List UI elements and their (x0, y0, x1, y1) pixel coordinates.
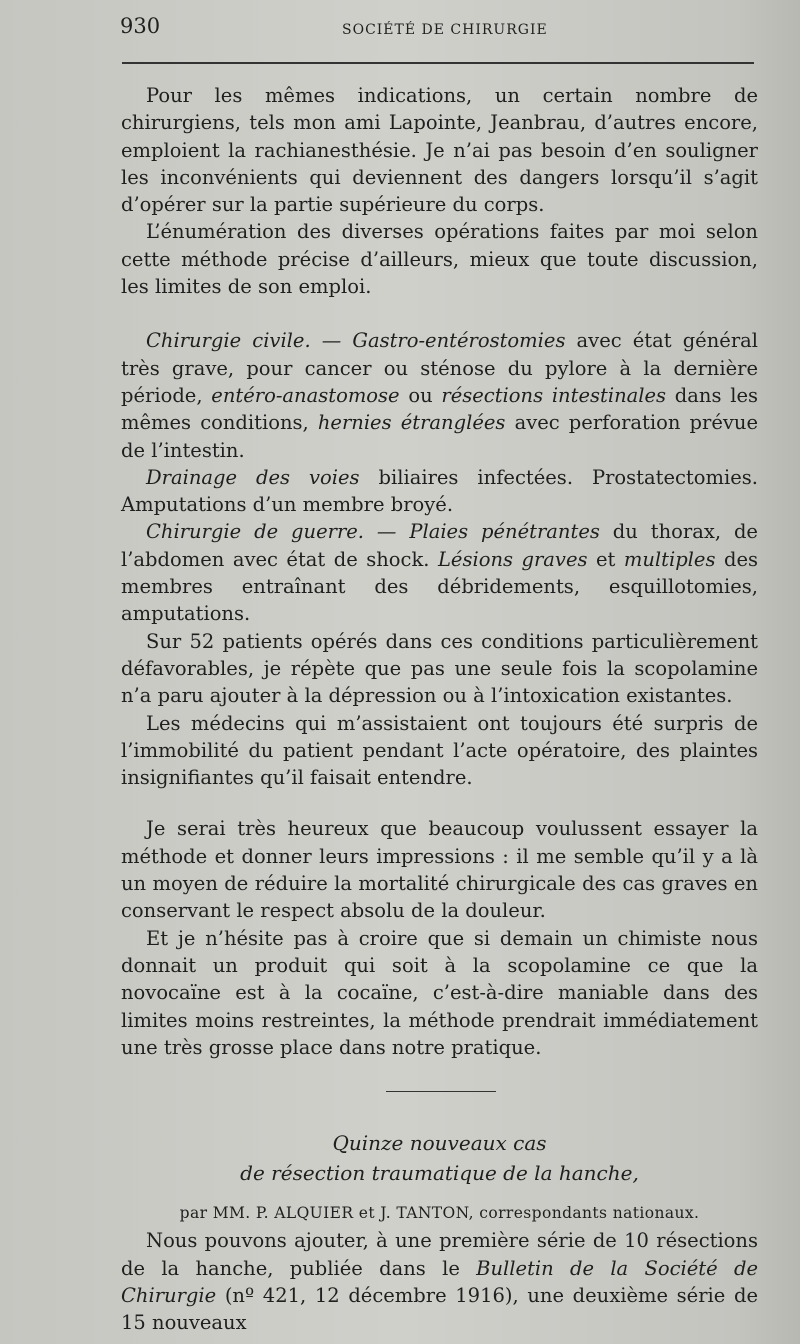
article-title-line: de résection traumatique de la hanche, (240, 1161, 639, 1186)
text: dans les mêmes conditions, (121, 383, 758, 435)
text: biliaires infectées. Prostatectomies. Amputations d’un membre broyé. (121, 465, 758, 517)
page-body (121, 82, 758, 1337)
paragraph-scopolamine: Et je n’hésite pas à croire que si demain un chimiste nous donnait un produit qui soit à la scopolamine ce que la novocaïne est à la cocaïne, c’est-à-dire maniable dans des limites moins restreintes, la méthode prendrait immédiatement une très grosse place dans notre pratique. (121, 926, 758, 1059)
text: Nous pouvons ajouter, à une première série de 10 résections de la hanche, publiée dans le (121, 1229, 758, 1280)
paragraph-chirurgie-civile (121, 327, 758, 463)
italic-text: résections intestinales (441, 383, 667, 407)
page-number: 930 (120, 14, 161, 38)
text: avec état général très grave, pour cancer ou sténose du pylore à la dernière période, (121, 329, 758, 407)
text: et (587, 547, 624, 571)
paragraph-enumeration: L’énumération des diverses opérations faites par moi selon cette méthode précise d’ailleurs, mieux que toute discussion, les limites de son emploi. (121, 220, 758, 299)
italic-text: Lésions graves (437, 547, 588, 571)
paragraph-chirurgie-guerre (121, 518, 758, 627)
text: avec perforation prévue de l’intestin. (121, 411, 759, 462)
italic-text: hernies étranglées (317, 411, 506, 435)
italic-text: multiples (623, 547, 716, 571)
text: (nº 421, 12 décembre 1916), une deuxième série de 15 nouveaux (121, 1283, 758, 1335)
italic-text: Chirurgie civile. — Gastro-entérostomies (146, 329, 566, 353)
text: ou (399, 383, 442, 407)
text: des membres entraînant des débridements, esquillotomies, amputations. (121, 547, 758, 626)
paragraph-patients: Sur 52 patients opérés dans ces conditions particulièrement défavorables, je répète que pas une seule fois la scopolamine n’a paru ajouter à la dépression ou à l’intoxication existantes. (121, 629, 758, 708)
paragraph-methode: Je serai très heureux que beaucoup voulussent essayer la méthode et donner leurs impressions : il me semble qu’il y a là un moyen de réduire la mortalité chirurgicale des cas graves en conservant le respect absolu de la douleur. (121, 817, 758, 923)
italic-text: entéro-anastomose (211, 383, 400, 407)
article-byline: par MM. P. ALQUIER et J. TANTON, correspondants nationaux. (179, 1204, 700, 1223)
article-title-line: Quinze nouveaux cas (332, 1131, 547, 1156)
paragraph-medecins: Les médecins qui m’assistaient ont toujours été surpris de l’immobilité du patient pendant l’acte opératoire, des plaintes insignifiantes qu’il faisait entendre. (121, 711, 758, 790)
running-head: SOCIÉTÉ DE CHIRURGIE (342, 22, 548, 38)
italic-text: Chirurgie de guerre. — Plaies pénétrantes (146, 520, 600, 544)
section-gap (121, 300, 758, 327)
header-rule (122, 62, 754, 64)
text: du thorax, de l’abdomen avec état de shock. (121, 520, 758, 571)
article-title (121, 1128, 758, 1188)
section-divider (386, 1091, 496, 1092)
paragraph-resections (121, 1227, 758, 1336)
italic-text: Drainage des voies (146, 465, 360, 489)
paragraph-rachianesthesie: Pour les mêmes indications, un certain nombre de chirurgiens, tels mon ami Lapointe, Jeanbrau, d’autres encore, emploient la rachianesthésie. Je n’ai pas besoin d’en souligner les inconvénients qui deviennent des dangers lorsqu’il s’agit d’opérer sur la partie supérieure du corps. (121, 84, 758, 217)
section-gap (121, 791, 758, 815)
paragraph-drainage (121, 464, 758, 519)
italic-text: Bulletin de la Société de Chirurgie (121, 1256, 758, 1307)
